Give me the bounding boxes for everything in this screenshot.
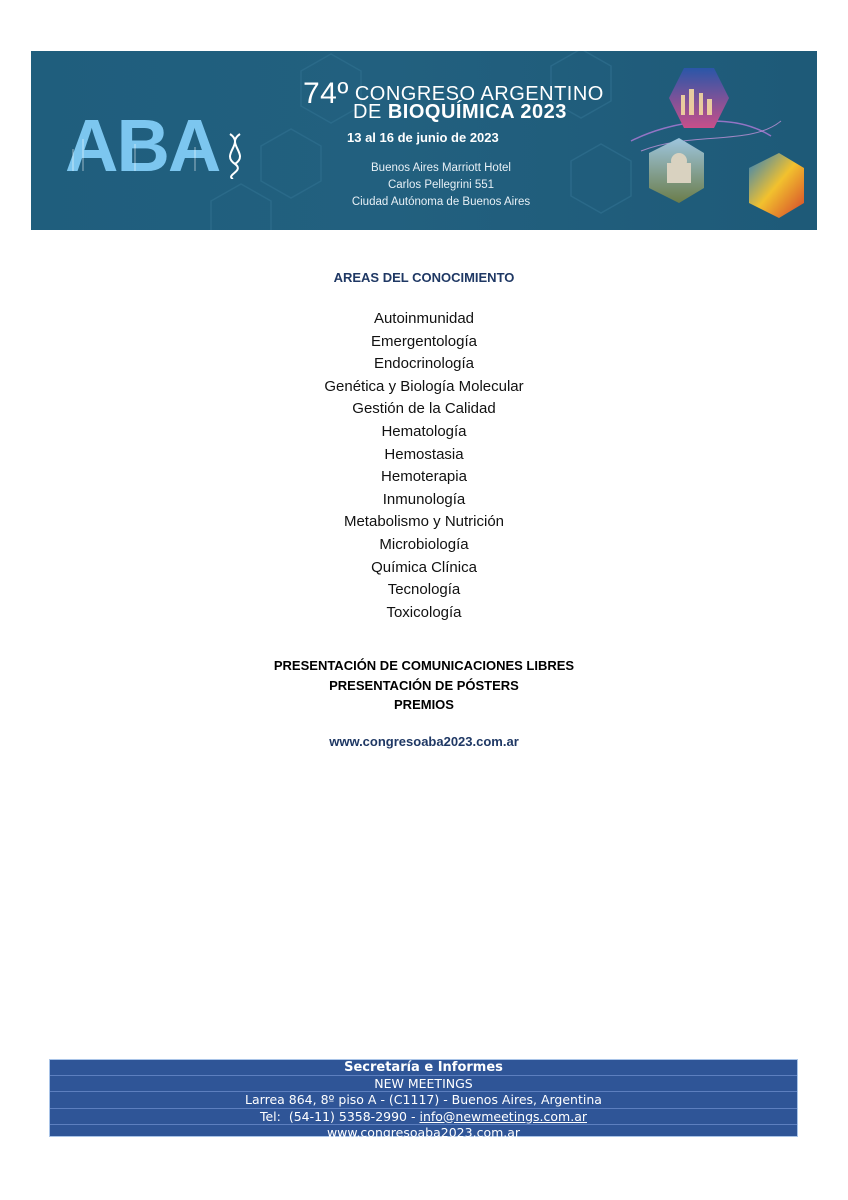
area-item: Química Clínica xyxy=(371,558,477,576)
congress-title-bold: BIOQUÍMICA 2023 xyxy=(387,101,567,123)
awards-heading: PREMIOS xyxy=(394,697,454,712)
area-item: Metabolismo y Nutrición xyxy=(343,513,505,531)
congress-name: CONGRESO ARGENTINO xyxy=(354,83,604,105)
footer-company: NEW MEETINGS xyxy=(50,1076,797,1092)
footer-info-box xyxy=(49,1059,798,1140)
congress-title-prefix: DE xyxy=(353,101,382,123)
area-item: Autoinmunidad xyxy=(373,310,475,327)
area-item: Toxicología xyxy=(386,603,462,621)
area-item: Endocrinología xyxy=(373,355,475,373)
posters-heading: PRESENTACIÓN DE PÓSTERS xyxy=(329,677,519,693)
footer-heading: Secretaría e Informes xyxy=(50,1060,797,1076)
areas-list xyxy=(0,308,848,624)
area-item: Hemostasia xyxy=(384,445,464,463)
header-banner xyxy=(31,51,817,230)
area-item: Hemoterapia xyxy=(381,468,467,486)
venue-line: Carlos Pellegrini 551 xyxy=(387,179,495,191)
congress-venue xyxy=(331,160,551,211)
footer-website-link[interactable]: www.congresoaba2023.com.ar xyxy=(326,1124,521,1140)
area-item: Microbiología xyxy=(379,535,469,553)
area-item: Genética y Biología Molecular xyxy=(324,377,524,395)
venue-line: Buenos Aires Marriott Hotel xyxy=(371,162,511,174)
congress-title-line2 xyxy=(353,101,567,124)
free-communications-heading: PRESENTACIÓN DE COMUNICACIONES LIBRES xyxy=(273,658,575,673)
presentations-section xyxy=(0,656,848,715)
area-item: Emergentología xyxy=(371,332,477,350)
footer-address: Larrea 864, 8º piso A - (C1117) - Buenos Aires, Argentina xyxy=(50,1092,797,1108)
congress-number: 74º xyxy=(303,77,349,110)
area-item: Hematología xyxy=(381,422,467,440)
footer-email-link[interactable]: info@newmeetings.com.ar xyxy=(419,1108,587,1124)
area-item: Inmunología xyxy=(382,490,466,508)
congress-dates: 13 al 16 de junio de 2023 xyxy=(347,130,499,145)
area-item: Tecnología xyxy=(387,581,461,599)
colorful-houses-photo xyxy=(749,153,804,218)
area-item: Gestión de la Calidad xyxy=(352,400,496,418)
city-photos xyxy=(629,63,817,223)
areas-title: AREAS DEL CONOCIMIENTO xyxy=(333,270,515,285)
website-link[interactable]: www.congresoaba2023.com.ar xyxy=(329,734,519,749)
aba-logo-text: ABA xyxy=(65,109,220,179)
footer-phone: Tel: (54-11) 5358-2990 - xyxy=(259,1108,420,1124)
dna-icon xyxy=(230,134,240,179)
venue-line: Ciudad Autónoma de Buenos Aires xyxy=(351,196,531,208)
footer-contact xyxy=(50,1109,797,1125)
aba-logo xyxy=(65,109,255,179)
